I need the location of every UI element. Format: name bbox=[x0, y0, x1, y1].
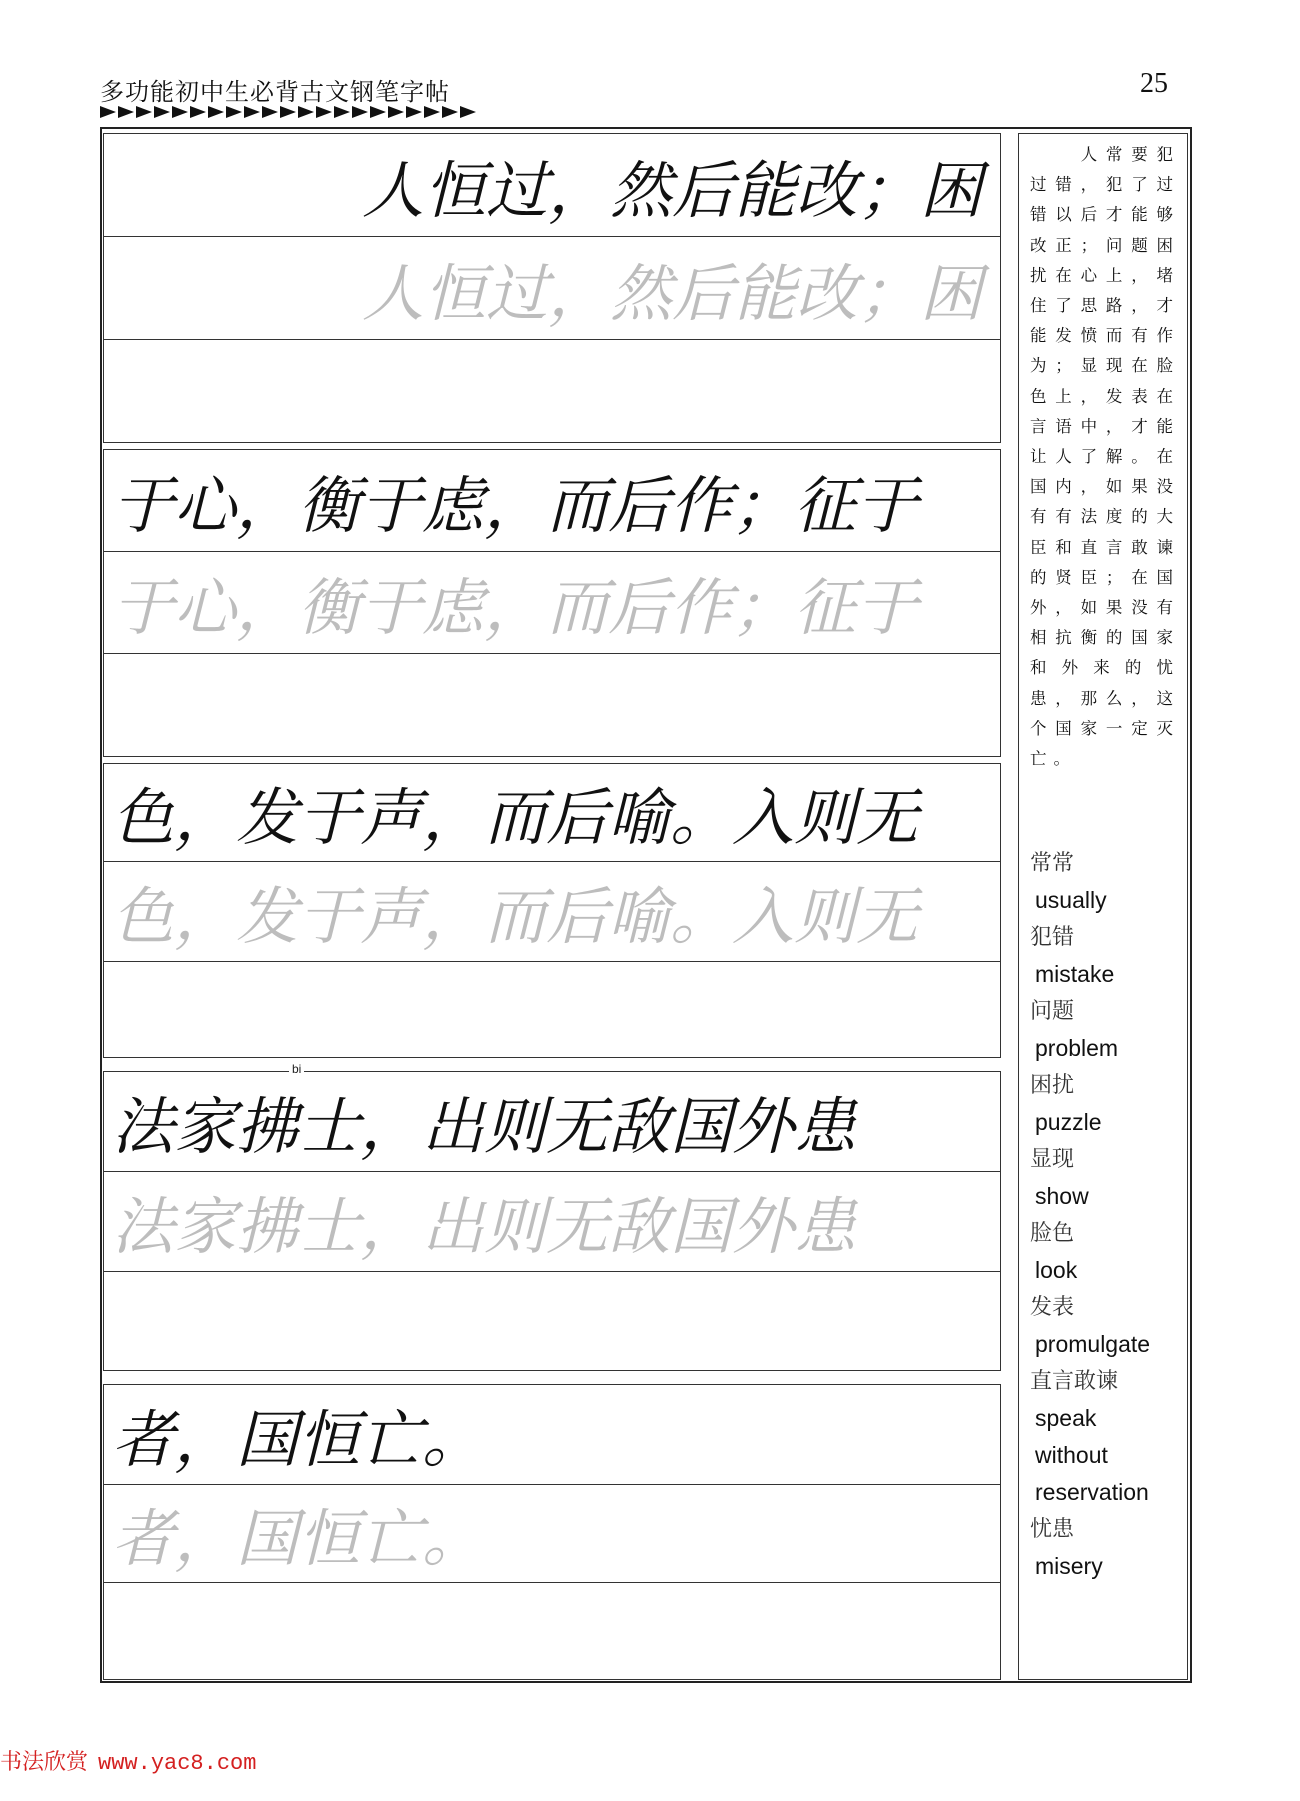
pinyin-annotation: bi bbox=[289, 1062, 304, 1076]
model-row bbox=[104, 1072, 1000, 1172]
trace-row[interactable] bbox=[104, 1485, 1000, 1583]
vocab-term: 脸色 bbox=[1030, 1221, 1075, 1246]
vocab-translation: without bbox=[1035, 1442, 1108, 1468]
vocab-translation: promulgate bbox=[1035, 1331, 1151, 1357]
vocab-term: 困扰 bbox=[1030, 1073, 1075, 1098]
trace-text: 色，发于声，而后喻。入则无 bbox=[112, 880, 919, 953]
vocab-term: 常常 bbox=[1030, 851, 1075, 876]
chevron-icon bbox=[460, 106, 476, 118]
chevron-icon bbox=[118, 106, 134, 118]
model-text: 于心，衡于虑，而后作；征于 bbox=[112, 469, 919, 542]
vocab-term: 问题 bbox=[1030, 999, 1075, 1024]
vocab-translation: puzzle bbox=[1035, 1109, 1102, 1135]
chevron-icon bbox=[208, 106, 224, 118]
trace-text: 人恒过，然后能改；困 bbox=[361, 256, 982, 330]
chevron-icon bbox=[154, 106, 170, 118]
vocab-translation: reservation bbox=[1035, 1479, 1149, 1505]
chevron-icon bbox=[262, 106, 278, 118]
vocab-term: 发表 bbox=[1030, 1295, 1075, 1320]
blank-writing-row[interactable] bbox=[104, 1583, 1000, 1678]
chevron-icon bbox=[226, 106, 242, 118]
blank-writing-row[interactable] bbox=[104, 1272, 1000, 1369]
chevron-icon bbox=[298, 106, 314, 118]
model-row bbox=[104, 134, 1000, 237]
vocab-translation: usually bbox=[1035, 887, 1107, 913]
model-row bbox=[104, 450, 1000, 552]
translation-text: 人常要犯过错，犯了过错以后才能够改正；问题困扰在心上，堵住了思路，才能发愤而有作为；显现在脸色上，发表在言语中，才能让人了解。在国内，如果没有有法度的大臣和直言敢谏的贤臣；在国外，如果没有相抗衡的国家和外来的忧患，那么，这个国家一定灭亡。 bbox=[1030, 145, 1180, 769]
chevron-icon bbox=[190, 106, 206, 118]
trace-row[interactable] bbox=[104, 862, 1000, 962]
model-text: 色，发于声，而后喻。入则无 bbox=[112, 781, 919, 854]
practice-block-3 bbox=[103, 763, 1001, 1058]
chevron-icon bbox=[136, 106, 152, 118]
model-text: 人恒过，然后能改；困 bbox=[361, 153, 982, 227]
practice-block-5 bbox=[103, 1384, 1001, 1680]
vocab-translation: speak bbox=[1035, 1405, 1097, 1431]
vocab-term: 显现 bbox=[1030, 1147, 1075, 1172]
watermark bbox=[0, 1745, 256, 1776]
vocabulary-list bbox=[1030, 845, 1180, 1585]
trace-row[interactable] bbox=[104, 237, 1000, 340]
chevron-icon bbox=[388, 106, 404, 118]
chevron-icon bbox=[172, 106, 188, 118]
trace-text: 于心，衡于虑，而后作；征于 bbox=[112, 571, 919, 644]
vocab-term: 犯错 bbox=[1030, 925, 1075, 950]
model-text: 法家拂士，出则无敌国外患 bbox=[112, 1090, 857, 1163]
page-number: 25 bbox=[1140, 68, 1168, 99]
chevron-icon bbox=[334, 106, 350, 118]
vocab-translation: misery bbox=[1035, 1553, 1103, 1579]
trace-text: 法家拂士，出则无敌国外患 bbox=[112, 1190, 857, 1263]
model-row bbox=[104, 764, 1000, 862]
trace-row[interactable] bbox=[104, 552, 1000, 654]
vocab-term: 直言敢谏 bbox=[1030, 1369, 1119, 1394]
watermark-url[interactable]: www.yac8.com bbox=[98, 1751, 257, 1776]
chevron-icon bbox=[442, 106, 458, 118]
vocab-translation: problem bbox=[1035, 1035, 1119, 1061]
chevron-icon bbox=[424, 106, 440, 118]
chevron-icon bbox=[406, 106, 422, 118]
vocab-translation: show bbox=[1035, 1183, 1089, 1209]
vocab-translation: look bbox=[1035, 1257, 1078, 1283]
chevron-icon bbox=[370, 106, 386, 118]
chevron-divider bbox=[100, 106, 476, 120]
practice-block-2 bbox=[103, 449, 1001, 757]
model-text: 者，国恒亡。 bbox=[112, 1403, 485, 1476]
book-title: 多功能初中生必背古文钢笔字帖 bbox=[100, 78, 450, 106]
blank-writing-row[interactable] bbox=[104, 340, 1000, 441]
trace-row[interactable] bbox=[104, 1172, 1000, 1272]
chevron-icon bbox=[100, 106, 116, 118]
practice-block-1 bbox=[103, 133, 1001, 443]
chevron-icon bbox=[352, 106, 368, 118]
vocab-term: 忧患 bbox=[1030, 1517, 1075, 1542]
practice-block-4 bbox=[103, 1062, 1001, 1371]
watermark-label: 书法欣赏 bbox=[0, 1750, 89, 1775]
blank-writing-row[interactable] bbox=[104, 654, 1000, 755]
chevron-icon bbox=[280, 106, 296, 118]
model-row bbox=[104, 1385, 1000, 1485]
chevron-icon bbox=[316, 106, 332, 118]
trace-text: 者，国恒亡。 bbox=[112, 1502, 485, 1575]
blank-writing-row[interactable] bbox=[104, 962, 1000, 1057]
vocab-translation: mistake bbox=[1035, 961, 1115, 987]
chevron-icon bbox=[244, 106, 260, 118]
